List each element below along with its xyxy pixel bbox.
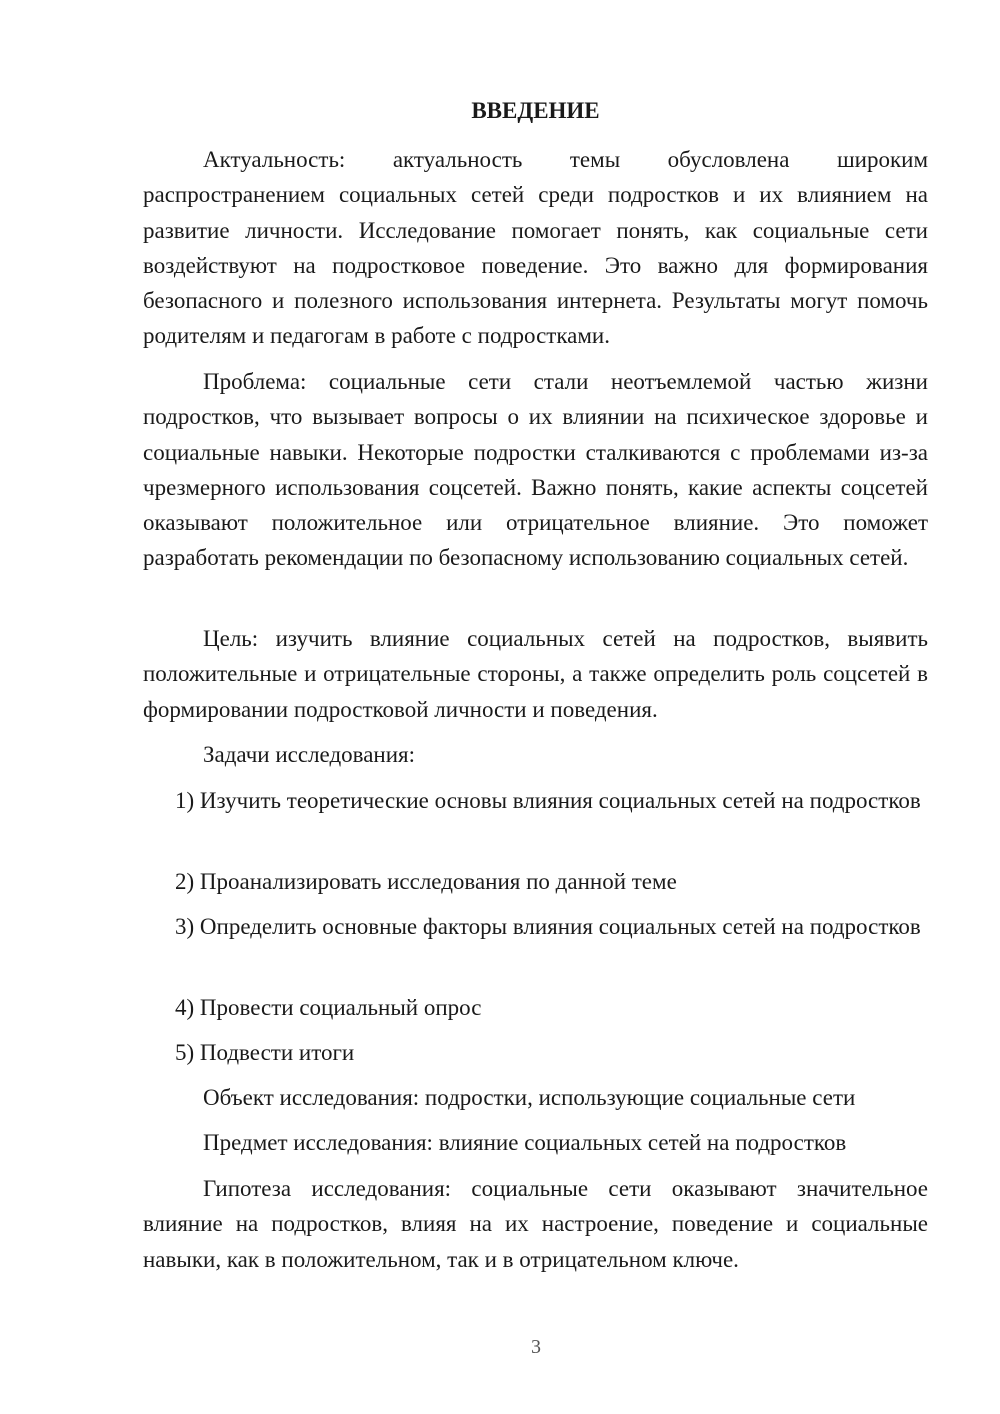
page-number: 3 — [531, 1336, 541, 1358]
paragraph-relevance: Актуальность: актуальность темы обусловлена широким распространением социальных сетей среди подростков и их влиянием на развитие личности. Исследование помогает понять, как социальные сети воздействуют на подростковое поведение. Это важно для формирования безопасного и полезного использования интернета. Результаты могут помочь родителям и педагогам в работе с подростками. — [143, 147, 928, 349]
task-item-4: 4) Провести социальный опрос — [175, 995, 482, 1020]
task-item-5: 5) Подвести итоги — [175, 1040, 355, 1065]
section-title: ВВЕДЕНИЕ — [471, 98, 600, 123]
paragraph-problem: Проблема: социальные сети стали неотъемлемой частью жизни подростков, что вызывает вопросы о их влиянии на психическое здоровье и социальные навыки. Некоторые подростки сталкиваются с проблемами из-за чрезмерного использования соцсетей. Важно понять, какие аспекты соцсетей оказывают положительное или отрицательное влияние. Это поможет разработать рекомендации по безопасному использованию социальных сетей. — [143, 369, 928, 571]
paragraph-object: Объект исследования: подростки, использующие социальные сети — [203, 1085, 856, 1110]
task-item-3: 3) Определить основные факторы влияния социальных сетей на подростков — [175, 914, 921, 939]
paragraph-tasks-heading: Задачи исследования: — [203, 742, 416, 767]
paragraph-hypothesis: Гипотеза исследования: социальные сети оказывают значительное влияние на подростков, влияя на их настроение, поведение и социальные навыки, как в положительном, так и в отрицательном ключе. — [143, 1176, 928, 1272]
task-item-1: 1) Изучить теоретические основы влияния социальных сетей на подростков — [175, 788, 921, 813]
paragraph-goal: Цель: изучить влияние социальных сетей на подростков, выявить положительные и отрицательные стороны, а также определить роль соцсетей в формировании подростковой личности и поведения. — [143, 626, 928, 722]
task-item-2: 2) Проанализировать исследования по данной теме — [175, 869, 677, 894]
paragraph-subject: Предмет исследования: влияние социальных сетей на подростков — [203, 1130, 847, 1155]
